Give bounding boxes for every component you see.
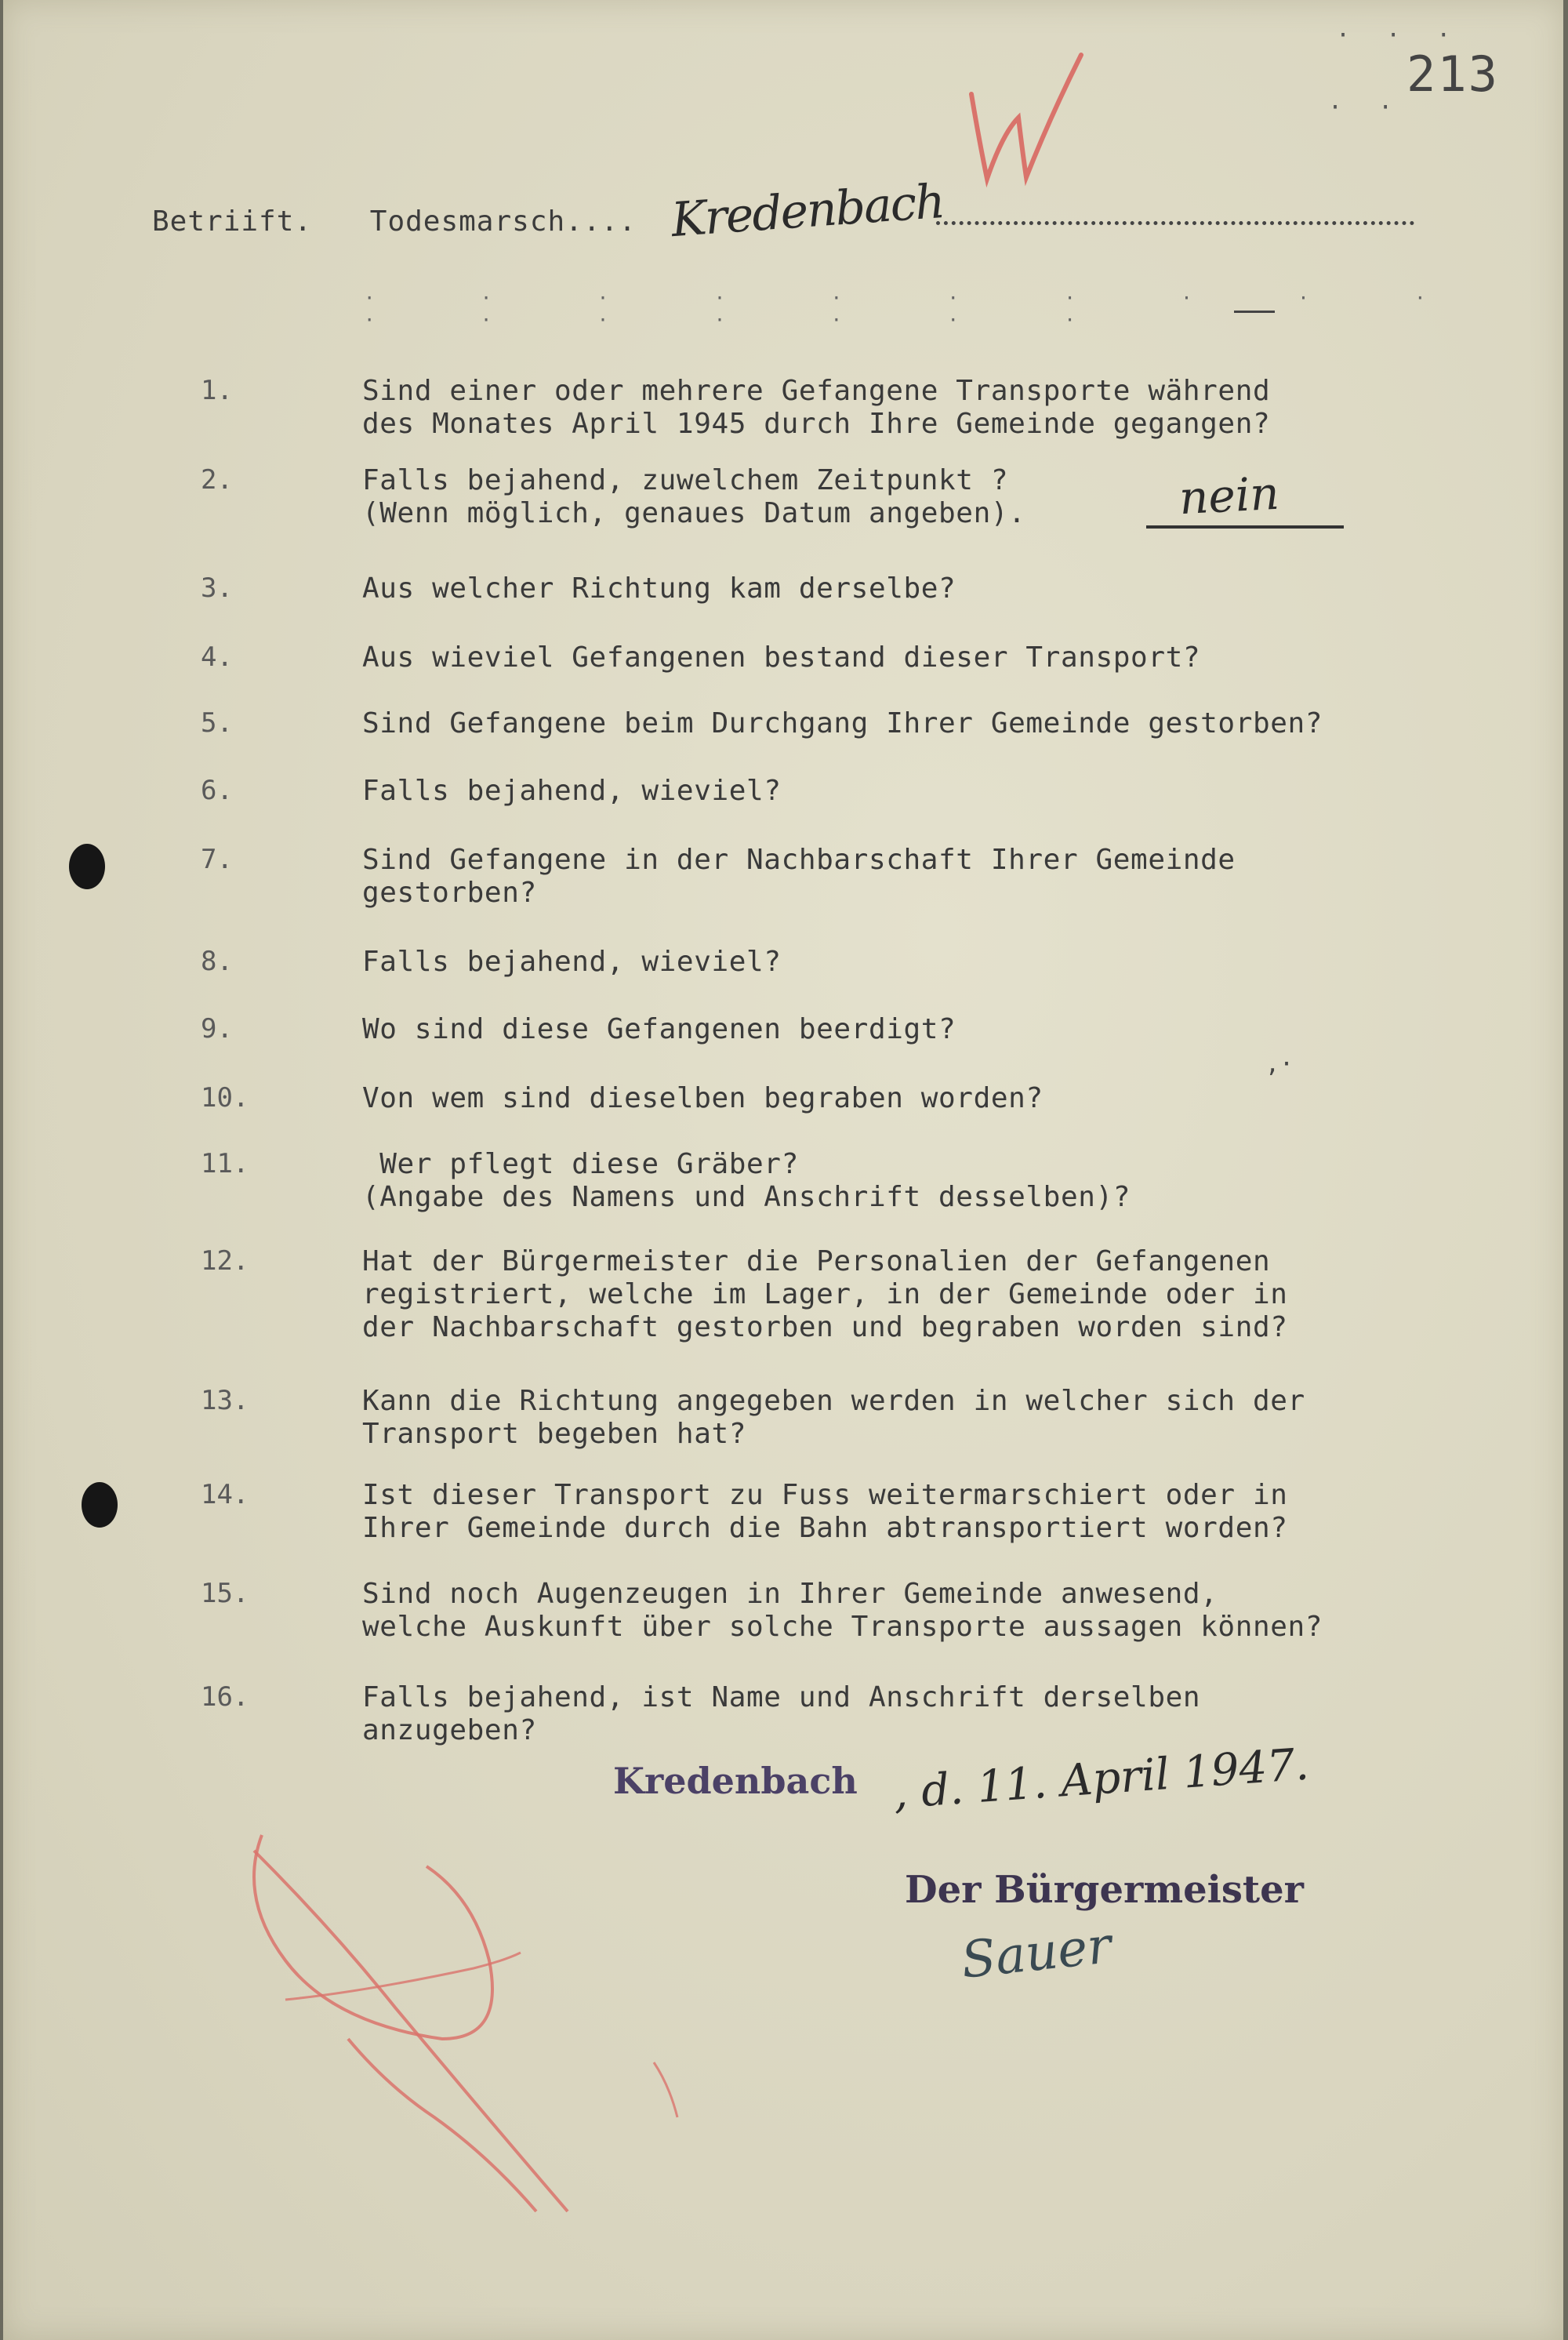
punch-hole	[82, 1482, 118, 1528]
margin-dots-2: · ·	[1328, 94, 1404, 122]
red-pencil-w-mark	[956, 47, 1089, 188]
short-dash	[1234, 311, 1275, 313]
subject-line	[152, 205, 637, 238]
question-number: 15.	[201, 1578, 249, 1609]
question-text: Falls bejahend, wieviel?	[362, 946, 782, 978]
stray-mark: ‚·	[1265, 1051, 1294, 1078]
signature: Sauer	[958, 1917, 1115, 1990]
question-number: 4.	[201, 641, 233, 673]
question-number: 8.	[201, 946, 233, 977]
question-number: 1.	[201, 375, 233, 406]
question-text: Falls bejahend, zuwelchem Zeitpunkt ? (Wenn möglich, genaues Datum angeben).	[362, 464, 1026, 529]
question-number: 11.	[201, 1148, 249, 1179]
question-number: 13.	[201, 1385, 249, 1416]
answer-underline	[1146, 525, 1344, 529]
place-stamp: Kredenbach	[613, 1760, 858, 1802]
subject-label: Betriift.	[152, 205, 313, 238]
handwritten-place-name: Kredenbach	[669, 173, 946, 249]
handwritten-answer: nein	[1178, 466, 1281, 525]
question-number: 9.	[201, 1013, 233, 1045]
question-text: Aus welcher Richtung kam derselbe?	[362, 572, 956, 605]
question-number: 16.	[201, 1681, 249, 1713]
question-text: Wer pflegt diese Gräber? (Angabe des Namens und Anschrift desselben)?	[362, 1148, 1131, 1213]
question-text: Sind Gefangene beim Durchgang Ihrer Gemeinde gestorben?	[362, 707, 1323, 739]
question-text: Von wem sind dieselben begraben worden?	[362, 1082, 1044, 1114]
question-text: Falls bejahend, ist Name und Anschrift derselben anzugeben?	[362, 1681, 1201, 1746]
question-number: 7.	[201, 844, 233, 875]
punch-hole	[69, 844, 105, 889]
question-text: Hat der Bürgermeister die Personalien der Gefangenen registriert, welche im Lager, in der Gemeinde oder in der Nachbarschaft gestorben und begraben worden sind?	[362, 1245, 1288, 1343]
question-text: Sind einer oder mehrere Gefangene Transporte während des Monates April 1945 durch Ihre Gemeinde gegangen?	[362, 375, 1271, 440]
question-number: 6.	[201, 775, 233, 806]
page-number: 213	[1406, 45, 1499, 103]
dotted-leader-line	[936, 221, 1414, 225]
question-text: Sind noch Augenzeugen in Ihrer Gemeinde anwesend, welche Auskunft über solche Transporte aussagen können?	[362, 1578, 1323, 1643]
question-text: Wo sind diese Gefangenen beerdigt?	[362, 1013, 956, 1045]
question-text: Sind Gefangene in der Nachbarschaft Ihrer Gemeinde gestorben?	[362, 844, 1236, 909]
margin-dots: · · ·	[1336, 22, 1462, 49]
red-pencil-cross-mark	[238, 1804, 709, 2243]
question-text: Ist dieser Transport zu Fuss weitermarschiert oder in Ihrer Gemeinde durch die Bahn abtransportiert worden?	[362, 1479, 1288, 1544]
handwritten-date: , d. 11. April 1947.	[891, 1739, 1311, 1819]
question-number: 3.	[201, 572, 233, 604]
faint-dot-row: · · · · · · · · · · · · · · · · ·	[364, 287, 1473, 331]
document-page	[3, 0, 1563, 2340]
question-number: 14.	[201, 1479, 249, 1510]
question-number: 12.	[201, 1245, 249, 1277]
question-number: 2.	[201, 464, 233, 496]
question-number: 10.	[201, 1082, 249, 1114]
question-number: 5.	[201, 707, 233, 739]
mayor-stamp: Der Bürgermeister	[905, 1868, 1304, 1912]
subject-text: Todesmarsch....	[369, 205, 637, 238]
question-text: Kann die Richtung angegeben werden in welcher sich der Transport begeben hat?	[362, 1385, 1305, 1450]
place-date-line	[613, 1739, 1311, 1819]
question-text: Falls bejahend, wieviel?	[362, 775, 782, 807]
question-text: Aus wieviel Gefangenen bestand dieser Transport?	[362, 641, 1201, 674]
